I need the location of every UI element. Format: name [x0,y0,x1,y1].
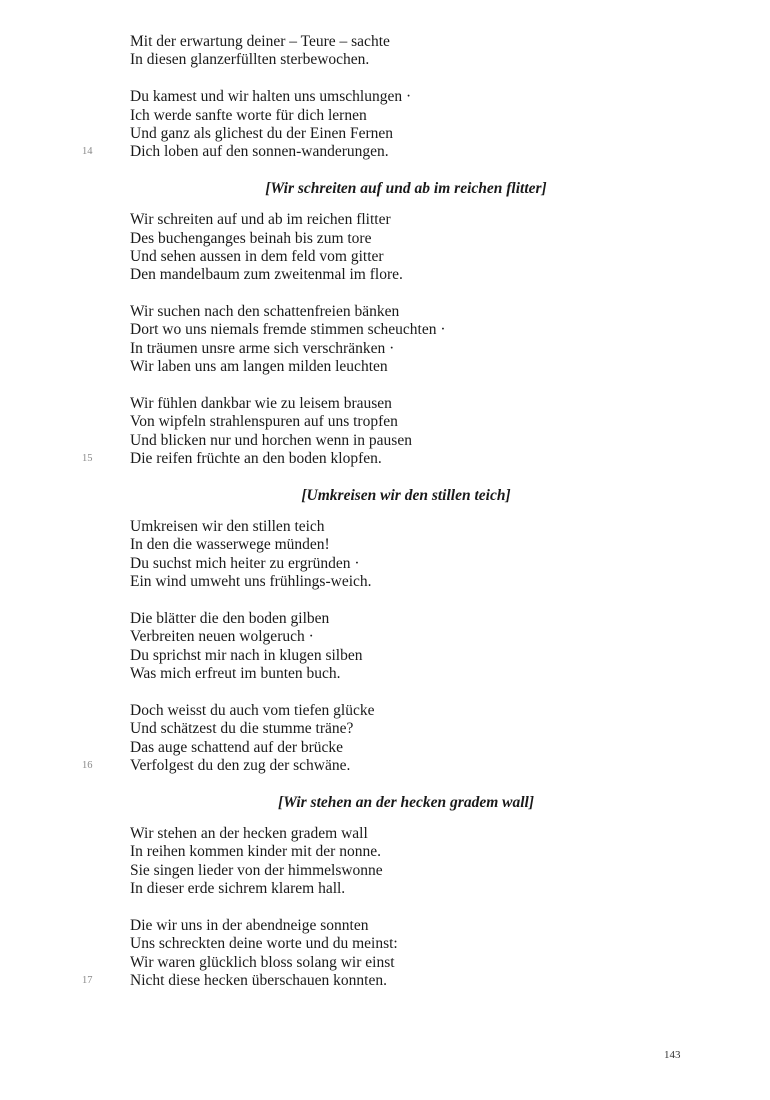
verse-line [130,107,682,125]
stanza [130,33,682,70]
stanza [82,88,682,162]
verse-text: Dich loben auf den sonnen-wanderungen. [130,143,389,161]
verse-line [82,757,682,775]
verse-text: In träumen unsre arme sich verschränken · [130,339,395,357]
poem-number: 14 [82,146,93,158]
verse-line [130,518,682,536]
verse-text: Was mich erfreut im bunten buch. [130,665,341,683]
verse-text: Des buchenganges beinah bis zum tore [130,229,372,247]
verse-line [130,303,682,321]
verse-line [82,450,682,468]
verse-line [130,702,682,720]
verse-line [130,628,682,646]
verse-line [82,971,682,990]
verse-text: Die reifen früchte an den boden klopfen. [130,450,382,468]
verse-text: Von wipfeln strahlenspuren auf uns tropfen [130,413,398,431]
verse-line [130,248,682,266]
verse-text: Wir stehen an der hecken gradem wall [130,824,368,842]
verse-line [130,340,682,358]
verse-text: Verfolgest du den zug der schwäne. [130,757,351,775]
verse-text: In reihen kommen kinder mit der nonne. [130,843,381,861]
verse-text: Wir laben uns am langen milden leuchten [130,358,388,376]
verse-line [130,88,682,106]
verse-line [130,51,682,69]
verse-text: Und sehen aussen in dem feld vom gitter [130,247,384,265]
verse-line [130,720,682,738]
poem-number: 16 [82,760,93,772]
verse-line [130,432,682,450]
poem-number: 17 [82,974,93,986]
stanza [82,395,682,469]
verse-text: Du kamest und wir halten uns umschlungen · [130,88,412,106]
verse-text: Wir suchen nach den schattenfreien bänken [130,303,400,321]
verse-line [130,880,682,898]
verse-text: Nicht diese hecken überschauen konnten. [130,971,387,989]
verse-line [130,954,682,972]
poem-page-body [82,33,682,1009]
verse-line [130,825,682,843]
poem-title: [Wir stehen an der hecken gradem wall] [277,793,535,811]
verse-line [130,358,682,376]
verse-text: Sie singen lieder von der himmelswonne [130,861,383,879]
verse-line [130,843,682,861]
verse-text: Das auge schattend auf der brücke [130,738,344,756]
verse-text: Uns schreckten deine worte und du meinst: [130,935,398,953]
verse-line [130,211,682,229]
verse-line [130,862,682,880]
verse-text: Ein wind umweht uns frühlings-weich. [130,573,372,591]
verse-text: Du sprichst mir nach in klugen silben [130,646,363,664]
verse-line [130,536,682,554]
verse-line [130,935,682,953]
verse-text: Umkreisen wir den stillen teich [130,517,325,535]
poem-number: 15 [82,453,93,465]
verse-text: Du suchst mich heiter zu ergründen · [130,554,360,572]
verse-text: Wir waren glücklich bloss solang wir einst [130,953,395,971]
verse-text: Ich werde sanfte worte für dich lernen [130,106,367,124]
verse-line [130,665,682,683]
verse-line [82,143,682,161]
verse-line [130,917,682,935]
stanza [130,610,682,684]
verse-line [130,230,682,248]
verse-text: In den die wasserwege münden! [130,536,330,554]
poem-title: [Wir schreiten auf und ab im reichen flitter] [265,180,547,198]
verse-text: Mit der erwartung deiner – Teure – sachte [130,33,390,50]
verse-text: Dort wo uns niemals fremde stimmen scheuchten · [130,321,446,339]
verse-text: Doch weisst du auch vom tiefen glücke [130,701,375,719]
verse-line [130,413,682,431]
verse-text: Den mandelbaum zum zweitenmal im flore. [130,266,403,284]
verse-text: In diesen glanzerfüllten sterbewochen. [130,51,370,69]
verse-line [130,573,682,591]
verse-text: Die blätter die den boden gilben [130,609,330,627]
verse-line [130,647,682,665]
verse-line [130,125,682,143]
verse-text: Und schätzest du die stumme träne? [130,720,354,738]
stanza [130,303,682,377]
verse-line [130,33,682,51]
stanza [130,211,682,285]
verse-line [130,739,682,757]
verse-text: Verbreiten neuen wolgeruch · [130,628,314,646]
page-number: 143 [664,1049,681,1061]
verse-text: Wir fühlen dankbar wie zu leisem brausen [130,395,392,413]
verse-line [130,266,682,284]
verse-text: Die wir uns in der abendneige sonnten [130,916,369,934]
verse-text: Und blicken nur und horchen wenn in pausen [130,431,412,449]
stanza [130,518,682,592]
verse-text: Wir schreiten auf und ab im reichen flitter [130,211,391,229]
verse-text: Und ganz als glichest du der Einen Fernen [130,124,393,142]
verse-line [130,555,682,573]
poem-title: [Umkreisen wir den stillen teich] [301,486,511,504]
verse-line [130,610,682,628]
stanza [82,916,682,991]
verse-line [130,321,682,339]
verse-line [130,395,682,413]
stanza [82,701,682,776]
verse-text: In dieser erde sichrem klarem hall. [130,880,346,898]
stanza [130,825,682,899]
